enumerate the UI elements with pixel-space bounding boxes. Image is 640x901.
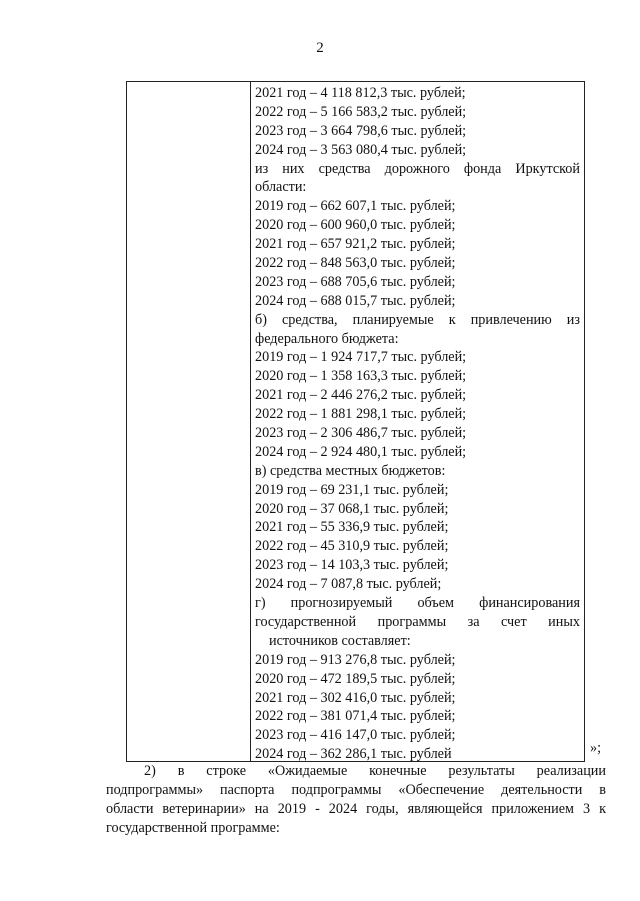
funding-line: 2023 год – 2 306 486,7 тыс. рублей; xyxy=(255,425,467,442)
funding-line: 2020 год – 37 068,1 тыс. рублей; xyxy=(255,500,449,517)
funding-line: федерального бюджета: xyxy=(255,330,399,347)
funding-line: 2023 год – 688 705,6 тыс. рублей; xyxy=(255,273,456,290)
passport-table xyxy=(126,81,585,762)
funding-line: 2020 год – 1 358 163,3 тыс. рублей; xyxy=(255,368,467,385)
funding-line: б) средства, планируемые к привлечению из xyxy=(255,311,580,328)
funding-line: г) прогнозируемый объем финансирования xyxy=(255,595,580,612)
funding-line: 2023 год – 14 103,3 тыс. рублей; xyxy=(255,557,449,574)
funding-line: источников составляет: xyxy=(269,632,411,649)
funding-line: 2019 год – 662 607,1 тыс. рублей; xyxy=(255,198,456,215)
funding-line: из них средства дорожного фонда Иркутской xyxy=(255,160,580,177)
funding-line: 2024 год – 362 286,1 тыс. рублей xyxy=(255,746,452,763)
funding-line: государственной программы за счет иных xyxy=(255,613,580,630)
funding-line: 2021 год – 55 336,9 тыс. рублей; xyxy=(255,519,449,536)
funding-line: 2024 год – 3 563 080,4 тыс. рублей; xyxy=(255,141,467,158)
funding-line: 2019 год – 1 924 717,7 тыс. рублей; xyxy=(255,349,467,366)
funding-line: 2020 год – 600 960,0 тыс. рублей; xyxy=(255,217,456,234)
funding-lines xyxy=(255,84,580,764)
funding-line: 2021 год – 2 446 276,2 тыс. рублей; xyxy=(255,387,467,404)
funding-line: 2023 год – 416 147,0 тыс. рублей; xyxy=(255,727,456,744)
funding-line: в) средства местных бюджетов: xyxy=(255,462,446,479)
funding-line: 2020 год – 472 189,5 тыс. рублей; xyxy=(255,670,456,687)
funding-line: 2022 год – 381 071,4 тыс. рублей; xyxy=(255,708,456,725)
funding-line: 2022 год – 5 166 583,2 тыс. рублей; xyxy=(255,103,467,120)
closing-quote: »; xyxy=(590,740,602,756)
page-number: 2 xyxy=(316,40,324,56)
funding-line: 2024 год – 2 924 480,1 тыс. рублей; xyxy=(255,443,467,460)
funding-line: 2021 год – 657 921,2 тыс. рублей; xyxy=(255,236,456,253)
funding-line: 2019 год – 913 276,8 тыс. рублей; xyxy=(255,651,456,668)
funding-line: 2021 год – 302 416,0 тыс. рублей; xyxy=(255,689,456,706)
funding-line: 2022 год – 848 563,0 тыс. рублей; xyxy=(255,255,456,272)
funding-line: области: xyxy=(255,179,307,196)
funding-line: 2019 год – 69 231,1 тыс. рублей; xyxy=(255,481,449,498)
funding-line: 2021 год – 4 118 812,3 тыс. рублей; xyxy=(255,85,466,101)
funding-line: 2022 год – 45 310,9 тыс. рублей; xyxy=(255,538,449,555)
paragraph-line: подпрограммы» паспорта подпрограммы «Обеспечение деятельности в xyxy=(106,781,606,798)
funding-line: 2023 год – 3 664 798,6 тыс. рублей; xyxy=(255,122,467,139)
funding-line: 2024 год – 7 087,8 тыс. рублей; xyxy=(255,576,442,593)
paragraph-line: государственной программе: xyxy=(106,819,280,836)
paragraph-line: области ветеринарии» на 2019 - 2024 годы, являющейся приложением 3 к xyxy=(106,800,606,817)
funding-line: 2024 год – 688 015,7 тыс. рублей; xyxy=(255,292,456,309)
column-divider xyxy=(250,82,251,761)
paragraph-line: 2) в строке «Ожидаемые конечные результаты реализации xyxy=(144,763,606,779)
amendment-paragraph xyxy=(106,762,606,838)
funding-line: 2022 год – 1 881 298,1 тыс. рублей; xyxy=(255,406,467,423)
